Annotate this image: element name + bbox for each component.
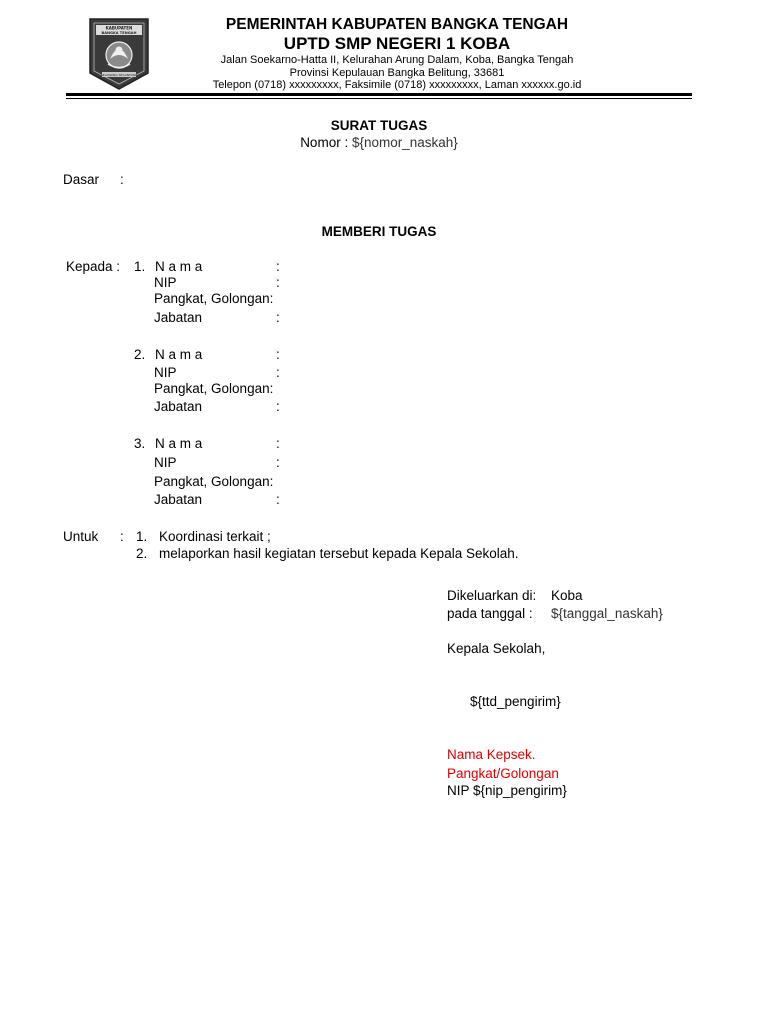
nomor-placeholder: ${nomor_naskah}: [351, 135, 458, 150]
svg-text:KABUPATEN: KABUPATEN: [105, 25, 133, 31]
signer-position: Kepala Sekolah,: [447, 641, 546, 656]
svg-text:BANGKA TENGAH: BANGKA TENGAH: [101, 31, 137, 35]
section-memberi-tugas: MEMBERI TUGAS: [321, 224, 437, 239]
field-jabatan-label: Jabatan: [154, 399, 203, 414]
person-number: 3.: [134, 436, 146, 451]
field-colon: :: [276, 310, 280, 325]
field-nama-label: N a m a: [155, 347, 203, 362]
untuk-label: Untuk: [63, 529, 99, 544]
field-colon: :: [276, 399, 280, 414]
field-colon: :: [276, 347, 280, 362]
field-nama-label: N a m a: [155, 436, 203, 451]
field-nama-label: N a m a: [155, 259, 203, 274]
signer-nip: NIP ${nip_pengirim}: [447, 783, 567, 798]
field-colon: :: [276, 259, 280, 274]
tanggal-label: pada tanggal :: [447, 606, 533, 621]
signature-placeholder: ${ttd_pengirim}: [470, 694, 561, 709]
field-pangkat-label: Pangkat, Golongan:: [154, 291, 274, 306]
untuk-colon: :: [120, 529, 124, 544]
header-contact: Telepon (0718) xxxxxxxxx, Faksimile (0718) xxxxxxxxx, Laman xxxxxx.go.id: [212, 79, 582, 91]
field-colon: :: [276, 365, 280, 380]
nomor-label: Nomor :: [300, 135, 349, 150]
untuk-item-text: melaporkan hasil kegiatan tersebut kepada Kepala Sekolah.: [159, 546, 519, 561]
field-nip-label: NIP: [154, 275, 177, 290]
letterhead-rule-thick: [66, 93, 692, 96]
field-pangkat-label: Pangkat, Golongan:: [154, 474, 274, 489]
person-number: 1.: [134, 259, 146, 274]
header-province: Provinsi Kepulauan Bangka Belitung, 33681: [289, 67, 505, 79]
dikeluarkan-label: Dikeluarkan di:: [447, 588, 537, 603]
dasar-label: Dasar: [63, 172, 100, 187]
signer-name: Nama Kepsek.: [447, 747, 536, 762]
field-colon: :: [276, 492, 280, 507]
field-colon: :: [276, 275, 280, 290]
field-nip-label: NIP: [154, 455, 177, 470]
field-colon: :: [276, 436, 280, 451]
header-address: Jalan Soekarno-Hatta II, Kelurahan Arung Dalam, Koba, Bangka Tengah: [220, 54, 574, 66]
kepada-label: Kepada :: [66, 259, 121, 274]
untuk-item-text: Koordinasi terkait ;: [159, 529, 271, 544]
untuk-item-number: 2.: [136, 546, 148, 561]
untuk-item-number: 1.: [136, 529, 148, 544]
tanggal-placeholder: ${tanggal_naskah}: [551, 606, 663, 621]
header-school-name: UPTD SMP NEGERI 1 KOBA: [283, 34, 511, 53]
letter-title: SURAT TUGAS: [330, 118, 428, 133]
field-nip-label: NIP: [154, 365, 177, 380]
letterhead-rule-thin: [66, 98, 692, 99]
header-government-name: PEMERINTAH KABUPATEN BANGKA TENGAH: [225, 16, 569, 33]
dasar-colon: :: [120, 172, 124, 187]
field-pangkat-label: Pangkat, Golongan:: [154, 381, 274, 396]
field-colon: :: [276, 455, 280, 470]
field-jabatan-label: Jabatan: [154, 492, 203, 507]
svg-text:SELAWANG SEGANTANG: SELAWANG SEGANTANG: [100, 73, 138, 77]
field-jabatan-label: Jabatan: [154, 310, 203, 325]
dikeluarkan-value: Koba: [551, 588, 583, 603]
signer-rank: Pangkat/Golongan: [447, 766, 559, 781]
person-number: 2.: [134, 347, 146, 362]
letter-number: [0, 134, 758, 151]
